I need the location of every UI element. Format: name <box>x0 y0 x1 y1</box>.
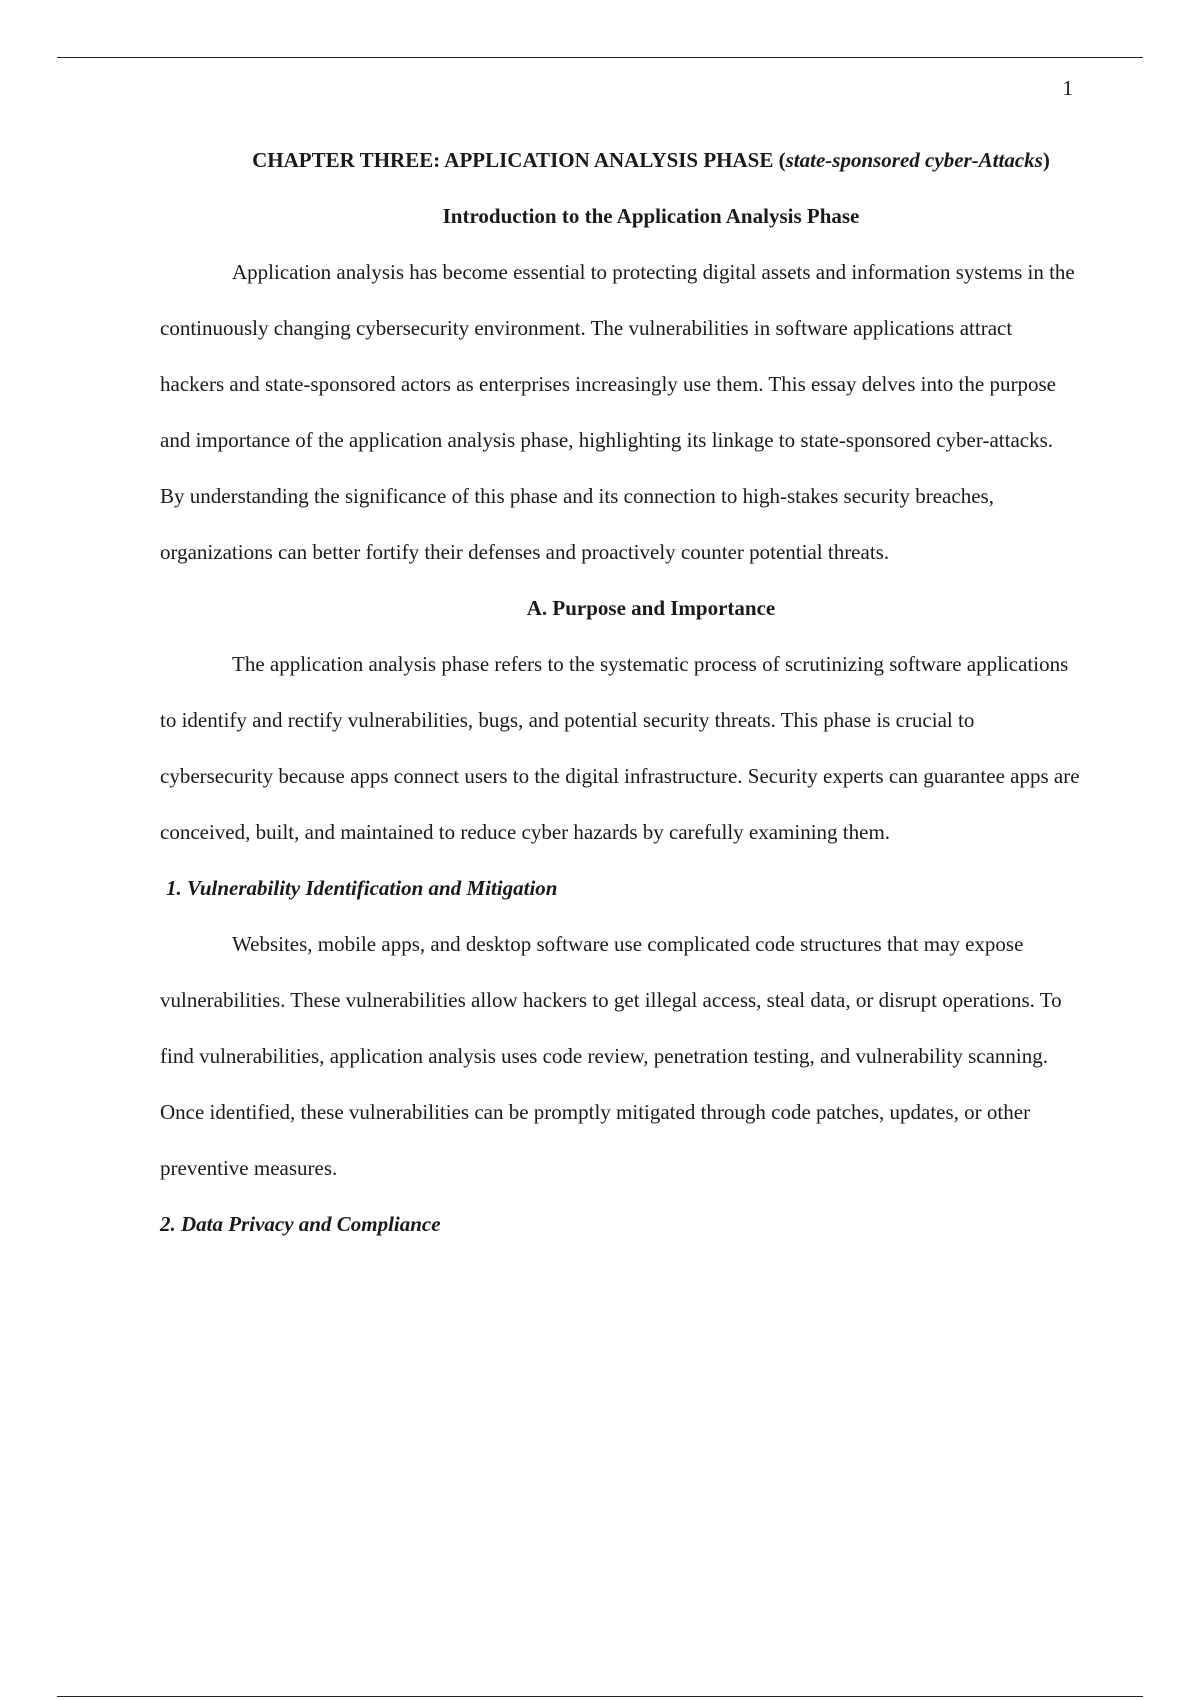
subsection-2-heading: 2. Data Privacy and Compliance <box>160 1212 441 1236</box>
section-a-paragraph: The application analysis phase refers to the systematic process of scrutinizing software applications to identify and rectify vulnerabilities, bugs, and potential security threats. This phase is crucial to cybersecurity because apps connect users to the digital infrastructure. Security experts can guarantee apps are conceived, built, and maintained to reduce cyber hazards by carefully examining them. <box>160 652 1080 844</box>
chapter-title <box>160 132 1080 188</box>
subsection-1-heading: 1. Vulnerability Identification and Mitigation <box>166 876 558 900</box>
chapter-title-close: ) <box>1042 148 1050 172</box>
intro-paragraph: Application analysis has become essential to protecting digital assets and information systems in the continuously changing cybersecurity environment. The vulnerabilities in software applications attract hackers and state-sponsored actors as enterprises increasingly use them. This essay delves into the purpose and importance of the application analysis phase, highlighting its linkage to state-sponsored cyber-attacks. By understanding the significance of this phase and its connection to high-stakes security breaches, organizations can better fortify their defenses and proactively counter potential threats. <box>160 260 1075 564</box>
intro-heading: Introduction to the Application Analysis Phase <box>442 204 860 228</box>
chapter-title-italic: state-sponsored cyber-Attacks <box>785 148 1043 172</box>
header-rule <box>57 57 1143 58</box>
document-body <box>160 132 1080 1252</box>
chapter-title-main: CHAPTER THREE: APPLICATION ANALYSIS PHASE ( <box>252 148 786 172</box>
subsection-1-paragraph: Websites, mobile apps, and desktop software use complicated code structures that may expose vulnerabilities. These vulnerabilities allow hackers to get illegal access, steal data, or disrupt operations. To find vulnerabilities, application analysis uses code review, penetration testing, and vulnerability scanning. Once identified, these vulnerabilities can be promptly mitigated through code patches, updates, or other preventive measures. <box>160 932 1062 1180</box>
section-a-heading: A. Purpose and Importance <box>526 596 776 620</box>
page-number: 1 <box>1062 76 1073 100</box>
footer-rule <box>57 1696 1143 1697</box>
